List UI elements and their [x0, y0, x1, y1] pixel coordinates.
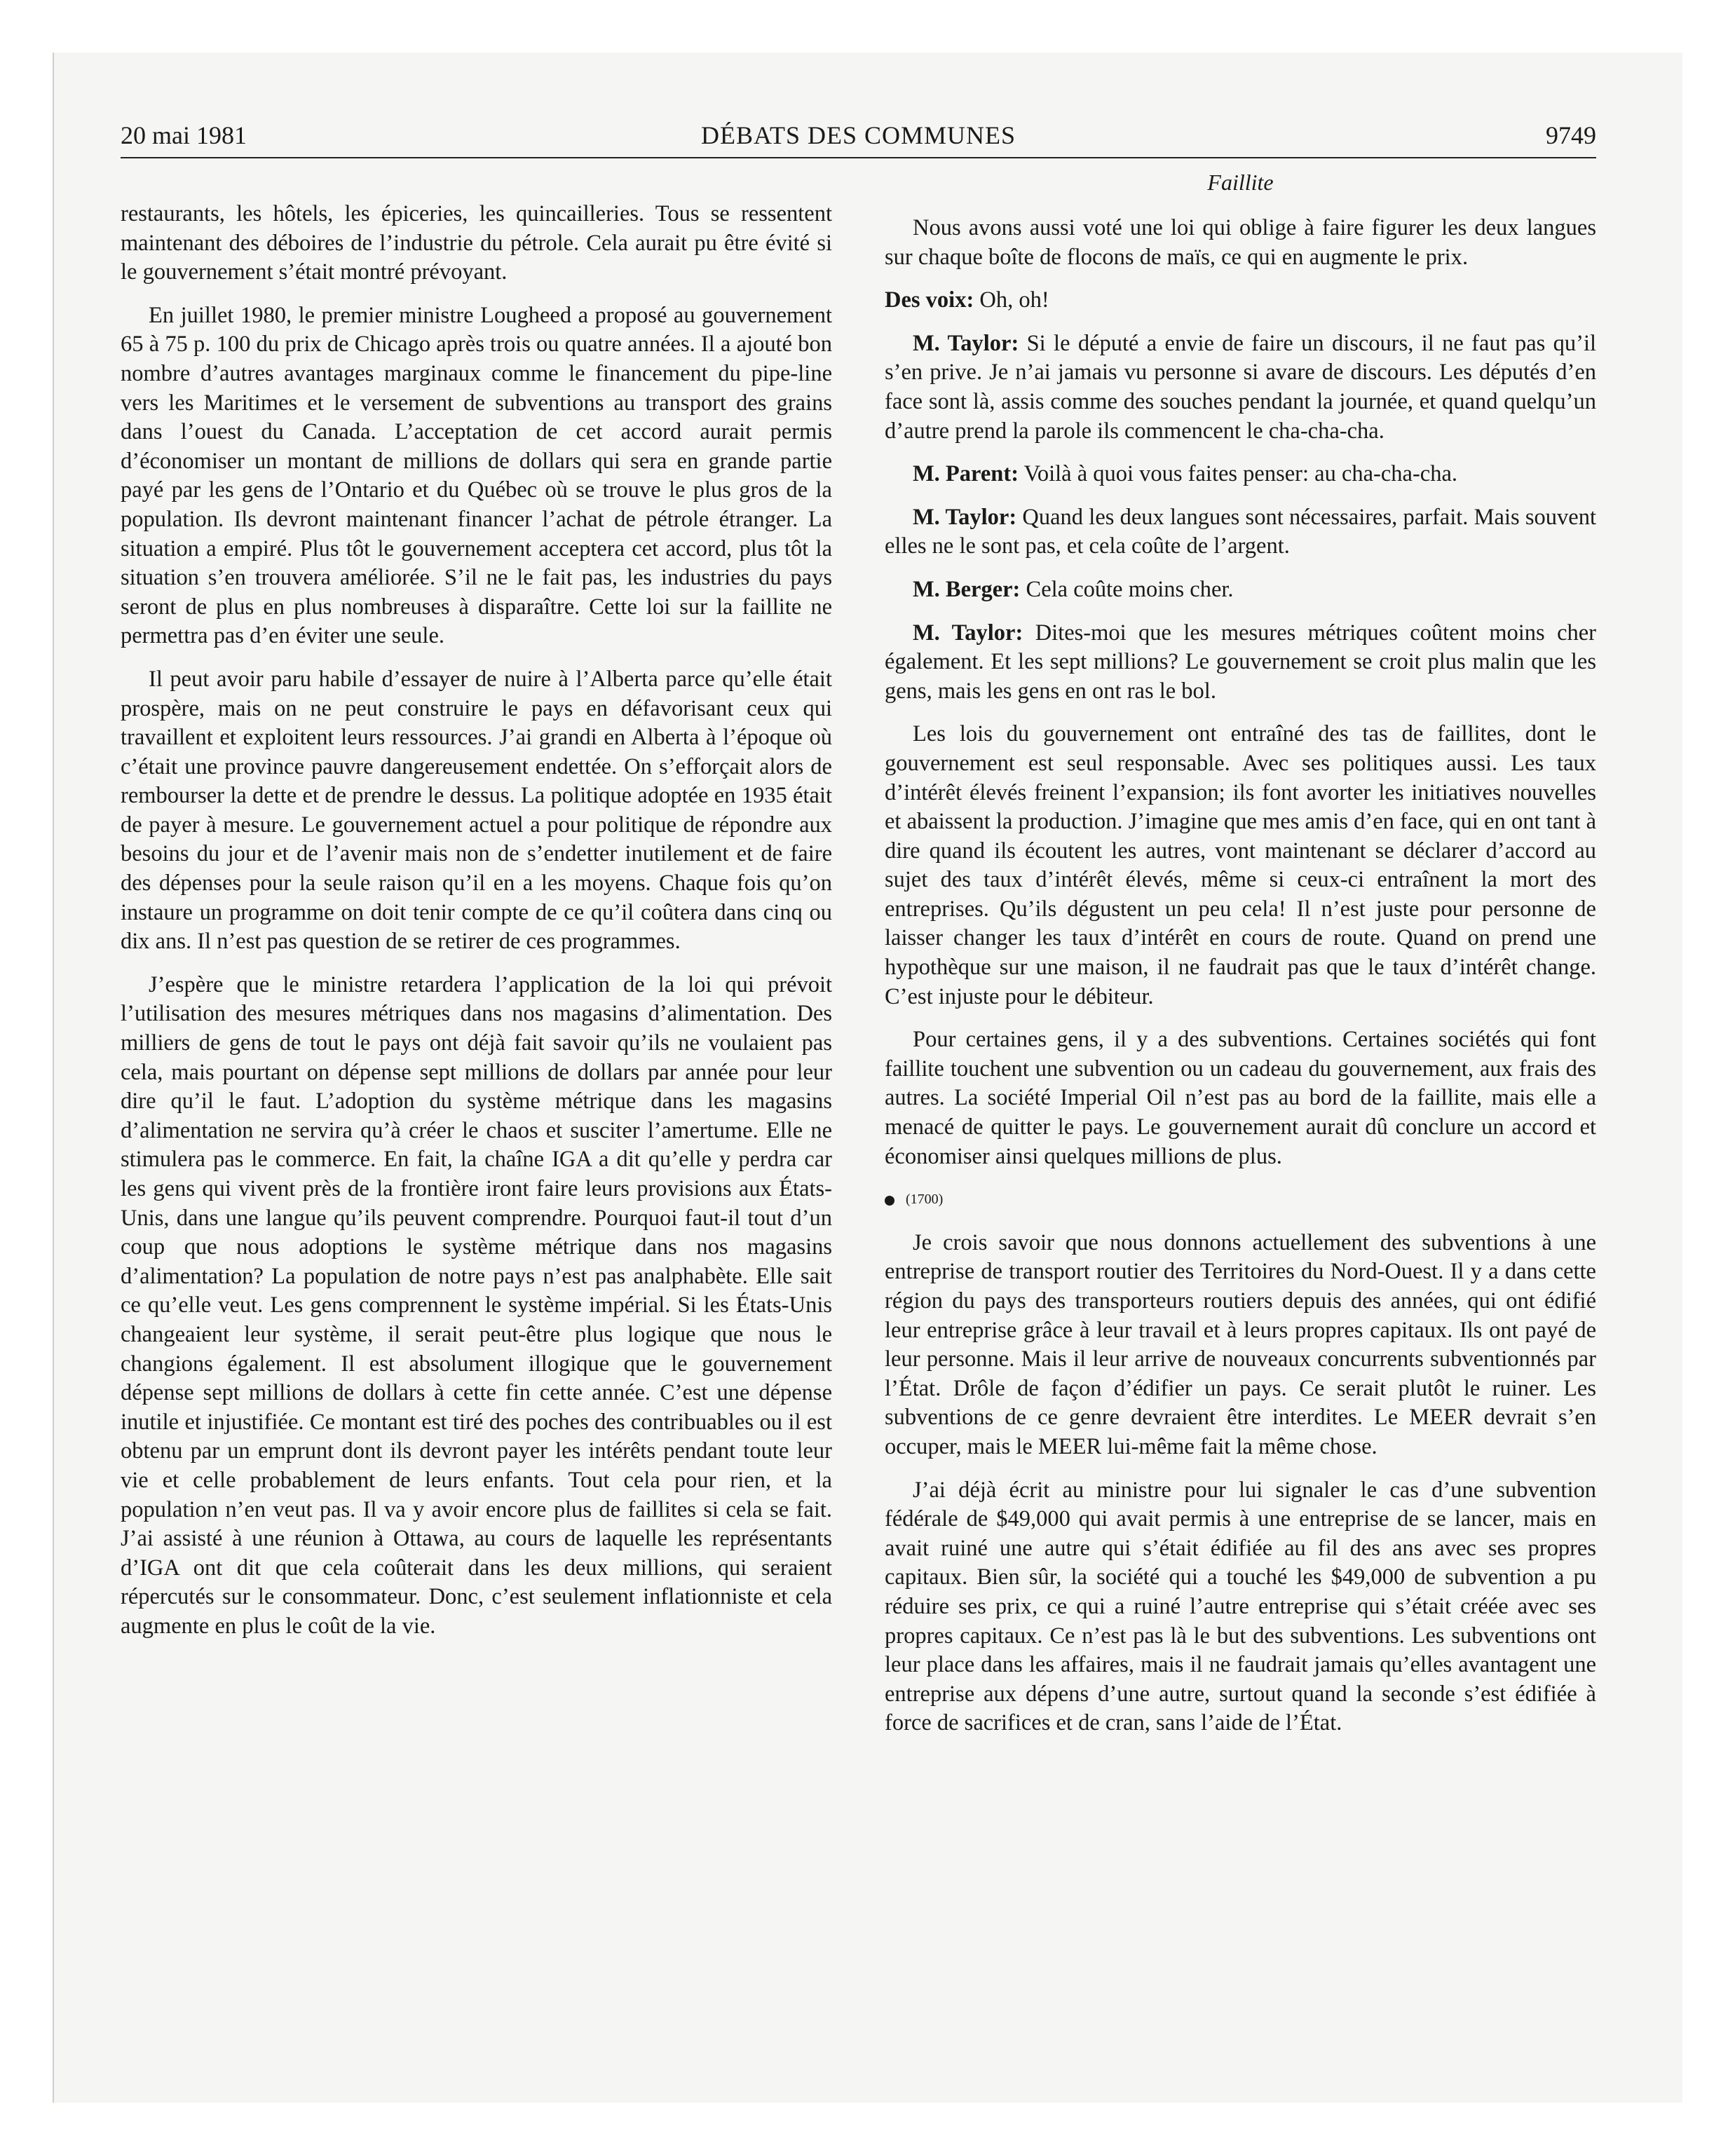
speaker-name: M. Berger:: [913, 576, 1021, 602]
speech-taylor: [885, 329, 1596, 446]
time-marker-text: (1700): [906, 1192, 944, 1208]
speech-text: Dites-moi que les mesures métriques coûtent moins cher également. Et les sept millions? Le gouvernement se croit plus malin que les gens, mais les gens en ont ras le bol.: [885, 620, 1596, 704]
speech-text: Voilà à quoi vous faites penser: au cha-cha-cha.: [1023, 461, 1458, 487]
paragraph: Les lois du gouvernement ont entraîné des tas de faillites, dont le gouvernement est seul responsable. Avec ses politiques aussi. Les taux d’intérêt élevés freinent l’expansion; ils font avorter les initiatives nouvelles et abaissent la production. J’imagine que mes amis d’en face, qui en ont tant à dire quand ils écoutent les autres, vont maintenant se déclarer d’accord au sujet des taux d’intérêt élevés, même si ceux-ci entraînent la mort des entreprises. Qu’ils dégustent un peu cela! Il n’est juste pour personne de laisser changer les taux d’intérêt en cours de route. Quand on prend une hypothèque sur une maison, il ne faudrait pas que le taux d’intérêt change. C’est injuste pour le débiteur.: [885, 721, 1596, 1009]
section-heading: Faillite: [1207, 170, 1274, 195]
header-title: DÉBATS DES COMMUNES: [700, 121, 1016, 149]
page-header: [121, 112, 1596, 158]
paragraph: Pour certaines gens, il y a des subventions. Certaines sociétés qui font faillite touchent une subvention ou un cadeau du gouvernement, aux frais des autres. La société Imperial Oil n’est pas au bord de la faillite, mais elle a menacé de quitter le pays. Le gouvernement aurait dû conclure un accord et économiser ainsi quelques millions de plus.: [885, 1027, 1596, 1169]
speaker-name: M. Taylor:: [913, 620, 1023, 646]
paragraph: Il peut avoir paru habile d’essayer de nuire à l’Alberta parce qu’elle était prospère, mais on ne peut construire le pays en défavorisant ceux qui travaillent et exploitent leurs ressources. J’ai grandi en Alberta à l’époque où c’était une province pauvre dangereusement endettée. On s’efforçait alors de rembourser la dette et de prendre le dessus. La politique adoptée en 1935 était de payer à mesure. Le gouvernement actuel a pour politique de répondre aux besoins du jour et de l’avenir mais non de s’endetter inutilement et de faire des dépenses pour la seule raison qu’il en a les moyens. Chaque fois qu’on instaure un programme on doit tenir compte de ce qu’il coûtera dans cinq ou dix ans. Il n’est pas question de se retirer de ces programmes.: [121, 666, 832, 955]
speech-text: Cela coûte moins cher.: [1026, 576, 1234, 602]
speech-text: Si le député a envie de faire un discours, il ne faut pas qu’il s’en prive. Je n’ai jamais vu personne si avare de discours. Les députés d’en face sont là, assis comme des souches pendant la journée, et quand quelqu’un d’autre prend la parole ils commencent le cha-cha-cha.: [885, 330, 1597, 444]
speech-text: Oh, oh!: [979, 287, 1049, 313]
speech-text: Quand les deux langues sont nécessaires, parfait. Mais souvent elles ne le sont pas, et cela coûte de l’argent.: [885, 504, 1596, 559]
speech-berger: [885, 575, 1596, 605]
paragraph: J’espère que le ministre retardera l’application de la loi qui prévoit l’utilisation des mesures métriques dans nos magasins d’alimentation. Des milliers de gens de tout le pays ont déjà fait savoir qu’ils ne voulaient pas cela, mais pourtant on dépense sept millions de dollars par année pour leur dire qu’il le faut. L’adoption du système métrique dans les magasins d’alimentation ne servira qu’à créer le chaos et susciter l’amertume. Elle ne stimulera pas le commerce. En fait, la chaîne IGA a dit qu’elle y perdra car les gens qui vivent près de la frontière iront faire leurs provisions aux États-Unis, dans une langue qu’ils peuvent comprendre. Pourquoi faut-il tout d’un coup que nous adoptions le système métrique dans nos magasins d’alimentation? La population de notre pays n’est pas analphabète. Elle sait ce qu’elle veut. Les gens comprennent le système impérial. Si les États-Unis changeaient leur système, il serait peut-être plus logique que nous le changions également. Il est absolument illogique que le gouvernement dépense sept millions de dollars à cette fin cette année. C’est une dépense inutile et injustifiée. Ce montant est tiré des poches des contribuables ou il est obtenu par un emprunt dont ils devront payer les intérêts pendant toute leur vie et celle probablement de leurs enfants. Tout cela pour rien, et la population n’en veut pas. Il va y avoir encore plus de faillites si cela se fait. J’ai assisté à une réunion à Ottawa, au cours de laquelle les représentants d’IGA ont dit que cela coûterait dans les deux millions, qui seraient répercutés sur le consommateur. Donc, c’est seulement inflationniste et cela augmente en plus le coût de la vie.: [121, 971, 832, 1639]
speech-voix: [885, 286, 1596, 315]
header-date: 20 mai 1981: [121, 121, 247, 149]
speech-taylor: [885, 503, 1596, 561]
bullet-icon: [885, 1196, 894, 1206]
time-marker: [885, 1185, 1596, 1215]
speech-taylor: [885, 619, 1596, 707]
paragraph: J’ai déjà écrit au ministre pour lui signaler le cas d’une subvention fédérale de $49,000 qui avait permis à une entreprise de se lancer, mais en avait ruiné une autre qui s’était édifiée au fil des ans avec ses propres capitaux. Bien sûr, la société qui a touché les $49,000 de subvention a pu réduire ses prix, ce qui a ruiné l’autre entreprise qui s’était créée avec ses propres capitaux. Ce n’est pas là le but des subventions. Les subventions ont leur place dans les affaires, mais il ne faudrait jamais qu’elles avantagent une entreprise aux dépens d’une autre, surtout quand la seconde s’est édifiée à force de sacrifices et de cran, sans l’aide de l’État.: [885, 1477, 1596, 1736]
header-page-number: 9749: [1546, 121, 1596, 149]
speaker-name: M. Parent:: [913, 461, 1019, 487]
speech-parent: [885, 460, 1596, 489]
speaker-name: M. Taylor:: [913, 330, 1019, 356]
right-column: [885, 214, 1596, 1752]
speaker-name: Des voix:: [885, 287, 974, 313]
speaker-name: M. Taylor:: [913, 504, 1017, 530]
paragraph: restaurants, les hôtels, les épiceries, les quincailleries. Tous se ressentent maintenant des déboires de l’industrie du pétrole. Cela aurait pu être évité si le gouvernement s’était montré prévoyant.: [121, 201, 832, 285]
paragraph: En juillet 1980, le premier ministre Lougheed a proposé au gouvernement 65 à 75 p. 100 du prix de Chicago après trois ou quatre années. Il a ajouté bon nombre d’autres avantages marginaux comme le financement du pipe-line vers les Maritimes et le versement de subventions au transport des grains dans l’ouest du Canada. L’acceptation de cet accord aurait permis d’économiser un montant de millions de dollars qui sera en grande partie payé par les gens de l’Ontario et du Québec où se trouve le plus gros de la population. Ils devront maintenant financer l’achat de pétrole étranger. La situation a empiré. Plus tôt le gouvernement acceptera cet accord, plus tôt la situation s’en trouvera améliorée. S’il ne le fait pas, les industries du pays seront de plus en plus nombreuses à disparaître. Cette loi sur la faillite ne permettra pas d’en éviter une seule.: [121, 302, 832, 649]
paragraph: Je crois savoir que nous donnons actuellement des subventions à une entreprise de transport routier des Territoires du Nord-Ouest. Il y a dans cette région du pays des transporteurs routiers depuis des années, qui ont édifié leur entreprise grâce à leur travail et à leurs propres capitaux. Ils ont payé de leur personne. Mais il leur arrive de nouveaux concurrents subventionnés par l’État. Drôle de façon d’édifier un pays. Ce serait plutôt le ruiner. Les subventions de ce genre devraient être interdites. Le MEER devrait s’en occuper, mais le MEER lui-même fait la même chose.: [885, 1229, 1596, 1459]
left-column: [121, 200, 832, 1656]
paragraph: Nous avons aussi voté une loi qui oblige à faire figurer les deux langues sur chaque boîte de flocons de maïs, ce qui en augmente le prix.: [885, 215, 1596, 270]
